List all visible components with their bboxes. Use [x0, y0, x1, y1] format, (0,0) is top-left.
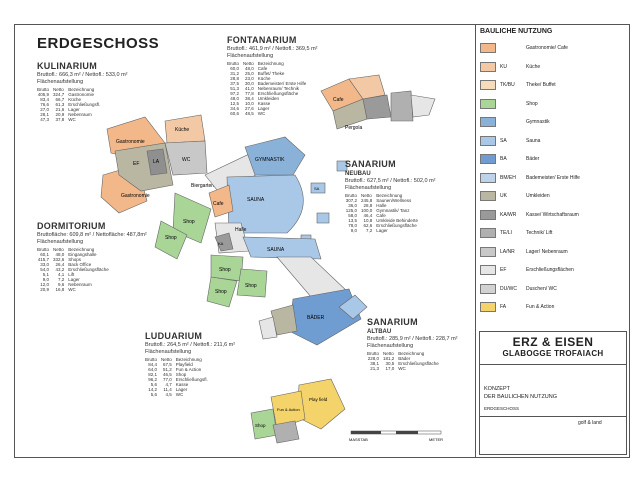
legend-swatch [480, 173, 496, 183]
table-cell: 78,0 [348, 223, 358, 228]
table-cell: 37,8 [55, 117, 65, 122]
table-cell: 181,2 [383, 356, 395, 361]
sanarium-neubau-area: Bruttofl.: 627,5 m² / Nettofl.: 502,0 m² [345, 178, 436, 184]
label-shop-1: Shop [183, 219, 195, 225]
table-cell: Erschließungsfl. [68, 102, 101, 107]
table-cell: Erschließungsfläche [376, 223, 417, 228]
table-cell: WC [398, 366, 406, 371]
legend-item [480, 265, 574, 275]
legend-swatch [480, 80, 496, 90]
table-cell: 62,6 [363, 223, 373, 228]
table-cell: Halle [376, 203, 387, 208]
sanarium-altbau-subtitle: ALTBAU [367, 329, 392, 335]
legend-label: Gymnastik [526, 119, 550, 125]
legend-item [480, 117, 550, 127]
legend-code: FA [500, 304, 507, 310]
title-divider-2 [480, 416, 626, 417]
table-cell: Erschließungsfläche [257, 91, 299, 96]
legend-item [480, 302, 554, 312]
table-cell: Küche [257, 76, 271, 81]
table-cell: WC [175, 392, 184, 397]
table-cell: 26,4 [55, 262, 65, 267]
table-cell: 28,1 [40, 112, 50, 117]
legend-label: Gastronomie/ Cafe [526, 45, 568, 51]
legend-code: TK/BU [500, 82, 515, 88]
legend-item [480, 191, 550, 201]
room-fontanarium-ka [363, 95, 391, 119]
legend-label: Bademeister/ Erste Hilfe [526, 174, 580, 181]
table-cell: 30,5 [385, 361, 395, 366]
table-cell: Lager [68, 107, 80, 112]
legend-label: Sauna [526, 137, 541, 144]
table-cell: 67,5 [163, 362, 172, 367]
legend-code: LA/NR [500, 248, 515, 255]
label-shop-2: Shop [165, 235, 177, 241]
table-cell: 12,5 [230, 101, 240, 106]
table-cell: 17,0 [385, 366, 395, 371]
legend-item [480, 80, 556, 90]
table-cell: 61,3 [55, 102, 65, 107]
legend-code: DU/WC [500, 285, 517, 292]
label-fontanarium-cafe: Cafe [333, 97, 344, 103]
table-cell: 14,2 [148, 387, 158, 392]
col-header: Brutto [345, 193, 358, 198]
col-header: Bezeichnung [68, 247, 95, 252]
label-cafe-neubau: Cafe [213, 201, 224, 207]
table-cell: Lager [376, 228, 388, 233]
table-cell: Lager [68, 277, 80, 282]
legend-label: Fun & Action [526, 304, 555, 310]
legend-swatch [480, 265, 496, 275]
table-cell: Nebenraum [68, 282, 92, 287]
table-cell: Kasse [257, 101, 271, 106]
legend-item [480, 210, 579, 220]
room-sa-2 [317, 213, 329, 223]
table-cell: 64,0 [148, 367, 158, 372]
legend-swatch [480, 136, 496, 146]
table-cell: 307,2 [345, 198, 358, 203]
legend-item [480, 136, 540, 146]
col-header: Netto [53, 87, 64, 92]
table-cell: Küche [68, 97, 82, 102]
table-cell: Cafe [257, 66, 268, 71]
col-header: Brutto [37, 87, 50, 92]
table-cell: 20,9 [40, 287, 50, 292]
col-header: Netto [361, 193, 372, 198]
table-cell: 332,6 [53, 257, 65, 262]
table-cell: WC [68, 287, 76, 292]
table-cell: 10,0 [245, 101, 254, 106]
table-cell: 100,0 [361, 208, 373, 213]
table-cell: 31,2 [230, 71, 240, 76]
fontanarium-area: Bruttofl.: 461,9 m² / Nettofl.: 369,5 m² [227, 46, 318, 52]
legend-item [480, 99, 538, 109]
table-cell: 7,2 [366, 228, 373, 233]
scale-bar-fill [351, 431, 381, 434]
table-cell: 47,3 [40, 117, 50, 122]
table-cell: Umkleide Behinderte [376, 218, 419, 223]
label-pergola: Pergola [345, 125, 363, 131]
sanarium-neubau-section: Flächenaufstellung [345, 185, 392, 191]
label-halle: Halle [235, 227, 247, 233]
legend-label: Küche [526, 63, 541, 70]
col-header: Netto [383, 351, 394, 356]
legend-swatch [480, 284, 496, 294]
label-gastronomie: Gastronomie [116, 139, 145, 145]
fontanarium-section: Flächenaufstellung [227, 53, 274, 59]
legend-code: SA [500, 137, 507, 144]
legend-item [480, 247, 568, 257]
label-shop-3: Shop [219, 267, 231, 273]
table-cell: 41,0 [245, 86, 254, 91]
label-baeder: BÄDER [307, 315, 325, 321]
table-cell: 5,6 [150, 392, 158, 397]
project-name: ERZ & EISEN [512, 335, 594, 349]
legend-swatch [480, 302, 496, 312]
label-biergarten: Biergarten [191, 183, 215, 189]
title-divider [480, 364, 626, 365]
table-row [37, 117, 104, 122]
legend-label: Theke/ Buffet [526, 82, 556, 88]
table-cell: Erschließungsfläche [398, 361, 439, 366]
legend-swatch [480, 117, 496, 127]
room-fontanarium-ef [391, 91, 413, 121]
table-cell: 66,7 [55, 97, 65, 102]
table-cell: 46,5 [163, 372, 172, 377]
table-cell: Kasse [175, 382, 189, 387]
scale-bar-fill-2 [396, 431, 418, 434]
legend-title: BAULICHE NUTZUNG [480, 28, 553, 35]
floor-label: ERDGESCHOSS [484, 406, 520, 411]
fontanarium-table [227, 61, 310, 116]
firm-name: golf & land [578, 420, 602, 426]
sanarium-neubau-table [345, 193, 422, 233]
table-cell: Erschließungsfläche [68, 267, 109, 272]
table-cell: 12,0 [40, 282, 50, 287]
table-cell: 20,9 [55, 112, 65, 117]
sanarium-altbau-title: SANARIUM [367, 317, 418, 327]
legend-code: EF [500, 267, 507, 273]
table-row [227, 111, 310, 116]
label-sa-1: SA [314, 186, 320, 191]
legend-swatch [480, 210, 496, 220]
concept-label: KONZEPT [484, 386, 510, 392]
table-cell: 51,2 [163, 367, 172, 372]
table-cell: Nebenraum/ Technik [257, 86, 299, 91]
kulinarium-title: KULINARIUM [37, 61, 97, 71]
table-cell: 27,0 [40, 107, 50, 112]
table-cell: 34,6 [230, 106, 240, 111]
table-cell: 9,0 [42, 277, 50, 282]
table-cell: 23,0 [245, 76, 254, 81]
dormitorium-area: Bruttofläche: 609,8 m² / Nettofläche: 487,8m² [37, 232, 147, 238]
luduarium-section: Flächenaufstellung [145, 349, 192, 355]
table-cell: 27,6 [245, 106, 254, 111]
col-header: Netto [161, 357, 172, 362]
table-cell: 97,2 [230, 91, 240, 96]
label-shop-5: Shop [245, 283, 257, 289]
legend-label: Technik/ Lift [526, 230, 553, 236]
table-cell: Bäder [398, 356, 411, 361]
col-header: Bezeichnung [398, 351, 425, 356]
table-cell: 60,1 [40, 252, 50, 257]
table-cell: Umkleiden [257, 96, 280, 101]
table-cell: 11,4 [163, 387, 172, 392]
table-cell: 5,1 [42, 272, 50, 277]
dormitorium-block [37, 221, 147, 292]
legend-swatch [480, 228, 496, 238]
sanarium-altbau-table [367, 351, 443, 371]
legend-label: Umkleiden [526, 193, 550, 199]
project-subtitle: GLABOGGE TROFAIACH [502, 349, 604, 358]
table-cell: 46,4 [363, 213, 373, 218]
table-cell: WC [68, 117, 76, 122]
table-cell: 415,7 [37, 257, 50, 262]
table-row [367, 366, 443, 371]
legend-code: UK [500, 193, 507, 199]
sanarium-altbau-area: Bruttofl.: 285,9 m² / Nettofl.: 228,7 m² [367, 336, 458, 342]
legend-swatch [480, 62, 496, 72]
table-cell: Gymnastik/ Tanz [376, 208, 410, 213]
legend-label: Kasse/ Wirtschaftsraum [526, 211, 579, 218]
table-cell: 36,0 [348, 203, 358, 208]
table-cell: 38,4 [245, 96, 254, 101]
legend-code: KU [500, 63, 507, 70]
concept-label-2: DER BAULICHEN NUTZUNG [484, 394, 558, 400]
table-row [37, 287, 113, 292]
table-cell: Buffet/ Theke [257, 71, 285, 76]
table-cell: 60,6 [230, 111, 240, 116]
legend-code: KA/WR [500, 211, 517, 218]
col-header: Netto [243, 61, 254, 66]
table-cell: 38,1 [370, 361, 380, 366]
table-cell: 77,8 [245, 91, 254, 96]
table-cell: 4,1 [58, 272, 65, 277]
table-cell: 84,4 [148, 362, 158, 367]
table-cell: 10,8 [363, 218, 373, 223]
legend-item [480, 43, 568, 53]
legend-label: Shop [526, 100, 538, 107]
luduarium-area: Bruttofl.: 264,5 m² / Nettofl.: 211,6 m² [145, 342, 236, 348]
table-cell: Bademeister/ Erste Hilfe [257, 81, 307, 86]
table-cell: 4,7 [165, 382, 172, 387]
label-luduarium-shop: Shop [255, 423, 266, 428]
col-header: Bezeichnung [175, 357, 202, 362]
table-cell: 13,5 [348, 218, 358, 223]
label-la: LA [153, 159, 160, 165]
room-luduarium-grey [273, 421, 299, 443]
col-header: Bezeichnung [68, 87, 95, 92]
legend-code: BA [500, 156, 507, 162]
legend-label: Lager/ Nebenraum [526, 248, 568, 255]
col-header: Netto [53, 247, 64, 252]
room-playfield [297, 379, 345, 429]
plan-title: ERDGESCHOSS [37, 35, 160, 52]
legend-item [480, 154, 539, 164]
legend-code: BM/EH [500, 174, 516, 181]
room-baeder [289, 289, 361, 345]
table-cell: Nebenraum [68, 112, 92, 117]
sanarium-neubau-subtitle: NEUBAU [345, 171, 371, 177]
table-cell: 77,0 [163, 377, 172, 382]
table-cell: 4,5 [165, 392, 172, 397]
legend-label: Erschließungsflächen [526, 267, 574, 273]
table-cell: 9,6 [58, 282, 65, 287]
table-cell: 25,0 [245, 71, 254, 76]
legend-label: Duschen/ WC [526, 285, 557, 292]
table-cell: Shop [175, 372, 187, 377]
luduarium-block [145, 331, 235, 397]
table-cell: Saunen/Wellness [376, 198, 412, 203]
table-cell: 324,7 [53, 92, 65, 97]
dormitorium-table [37, 247, 113, 292]
table-row [145, 392, 212, 397]
kulinarium-block [37, 61, 127, 122]
table-cell: 9,0 [350, 228, 358, 233]
label-shop-4: Shop [215, 289, 227, 295]
sanarium-altbau-section: Flächenaufstellung [367, 343, 414, 349]
table-cell: 33,0 [40, 262, 50, 267]
table-cell: 58,0 [348, 213, 358, 218]
table-cell: Lager [257, 106, 270, 111]
table-cell: 60,0 [230, 66, 240, 71]
table-cell: 28,8 [230, 76, 240, 81]
table-cell: 48,0 [230, 96, 240, 101]
sanarium-altbau-block [367, 317, 457, 371]
kulinarium-area: Bruttofl.: 666,3 m² / Nettofl.: 533,0 m² [37, 72, 128, 78]
label-gymnastik: GYMNASTIK [255, 157, 285, 163]
scale-right-label: METER [429, 437, 443, 442]
col-header: Brutto [227, 61, 240, 66]
legend-item [480, 284, 557, 294]
legend-swatch [480, 99, 496, 109]
title-block [479, 331, 627, 455]
table-cell: Lager [175, 387, 188, 392]
luduarium-table [145, 357, 212, 397]
scale-left-label: MASSTAB [349, 437, 368, 442]
label-sauna: SAUNA [247, 197, 265, 203]
table-cell: Cafe [376, 213, 386, 218]
table-cell: 54,0 [40, 267, 50, 272]
label-ef: EF [133, 161, 140, 167]
table-cell: 76,6 [40, 102, 50, 107]
legend-item [480, 173, 580, 183]
legend-code: TE/LI [500, 230, 512, 236]
table-row [345, 228, 422, 233]
table-cell: 5,6 [150, 382, 158, 387]
table-cell: 51,3 [230, 86, 240, 91]
table-cell: Erschließungsfl. [175, 377, 208, 382]
table-cell: 21,3 [370, 366, 380, 371]
table-cell: 28,8 [363, 203, 373, 208]
table-cell: 96,2 [148, 377, 158, 382]
table-cell: 83,4 [40, 97, 50, 102]
table-cell: 48,0 [55, 252, 65, 257]
label-ka: KA [218, 241, 224, 246]
table-cell: Back Office [68, 262, 92, 267]
table-cell: 43,2 [55, 267, 65, 272]
table-cell: 245,8 [361, 198, 373, 203]
plan-sheet [14, 24, 630, 458]
legend-swatch [480, 247, 496, 257]
table-cell: 405,9 [37, 92, 50, 97]
table-cell: Fun & Action [175, 367, 202, 372]
legend-label: Bäder [526, 156, 540, 162]
dormitorium-section: Flächenaufstellung [37, 239, 84, 245]
table-cell: Gastronomie [68, 92, 95, 97]
luduarium-title: LUDUARIUM [145, 331, 203, 341]
kulinarium-table [37, 87, 104, 122]
table-cell: Eingangshalle [68, 252, 97, 257]
table-cell: 48,0 [245, 66, 254, 71]
col-header: Brutto [367, 351, 380, 356]
table-cell: 21,6 [55, 107, 65, 112]
kulinarium-section: Flächenaufstellung [37, 79, 84, 85]
table-cell: 30,0 [245, 81, 254, 86]
legend-item [480, 228, 552, 238]
label-fun: Fun & Action [277, 407, 300, 412]
table-cell: WC [257, 111, 266, 116]
table-cell: Lift [68, 272, 75, 277]
fontanarium-block [227, 35, 317, 116]
room-gymnastik [245, 137, 305, 175]
label-wc: WC [182, 157, 191, 163]
col-header: Brutto [145, 357, 158, 362]
table-cell: 16,8 [55, 287, 65, 292]
col-header: Bezeichnung [376, 193, 403, 198]
legend-swatch [480, 154, 496, 164]
table-cell: Playfield [175, 362, 193, 367]
sanarium-neubau-block [345, 159, 435, 233]
sanarium-neubau-title: SANARIUM [345, 159, 396, 169]
table-cell: 228,0 [367, 356, 380, 361]
fontanarium-title: FONTANARIUM [227, 35, 297, 45]
label-gastronomie-2: Gastronomie [121, 193, 150, 199]
label-kueche: Küche [175, 127, 190, 133]
label-playfield: Play field [309, 397, 328, 402]
legend-item [480, 62, 540, 72]
col-header: Brutto [37, 247, 50, 252]
table-cell: 7,2 [58, 277, 65, 282]
table-cell: 125,0 [345, 208, 358, 213]
legend-swatch [480, 43, 496, 53]
dormitorium-title: DORMITORIUM [37, 221, 106, 231]
legend-swatch [480, 191, 496, 201]
room-fontanarium-x [411, 95, 435, 117]
table-cell: 82,1 [148, 372, 158, 377]
label-sauna-corridor: SAUNA [267, 247, 285, 253]
col-header: Bezeichnung [257, 61, 284, 66]
table-cell: Shops [68, 257, 82, 262]
table-cell: 37,5 [230, 81, 240, 86]
table-cell: 48,5 [245, 111, 254, 116]
